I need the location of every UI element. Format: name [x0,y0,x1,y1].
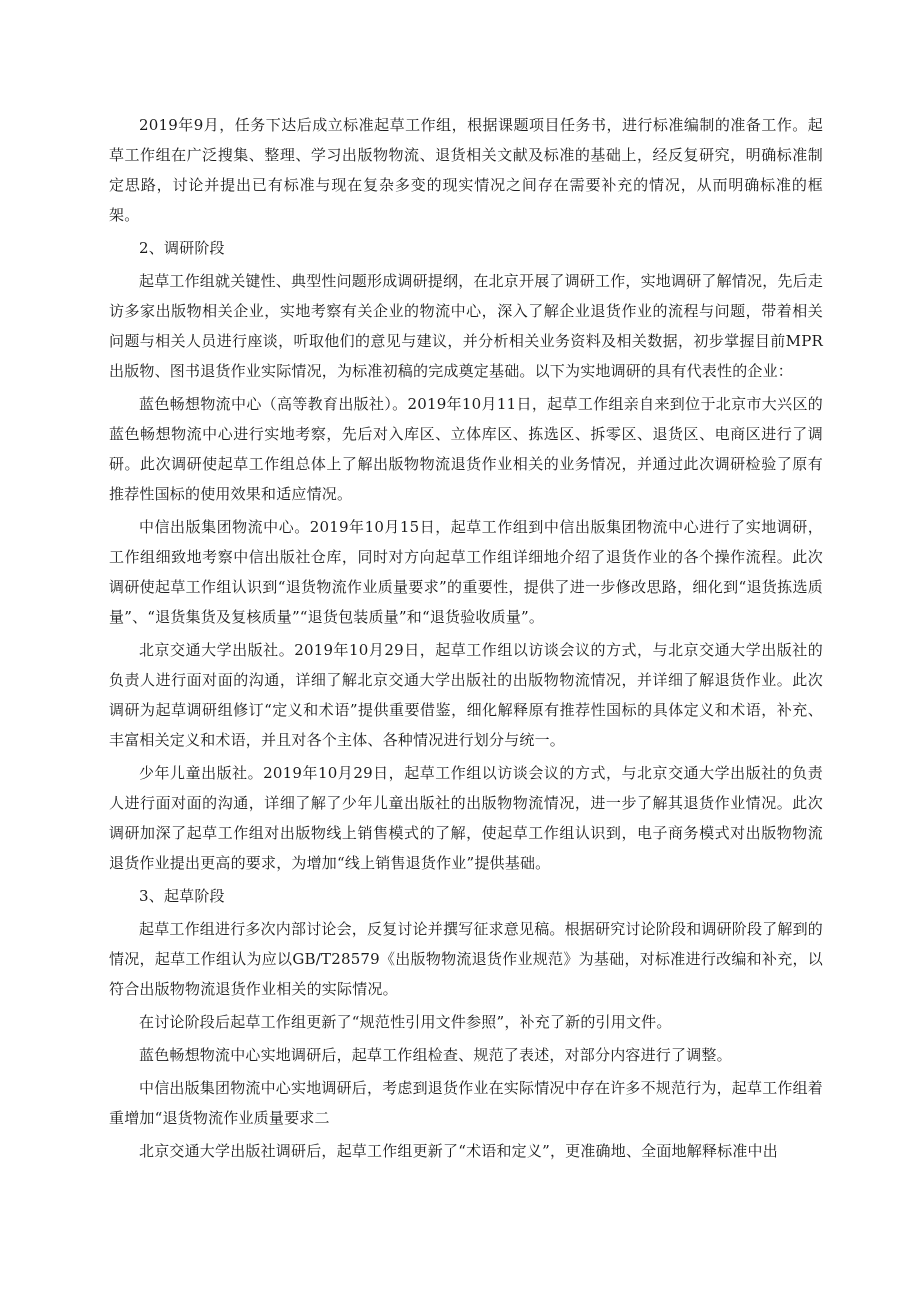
paragraph-preparation: 2019年9月，任务下达后成立标准起草工作组，根据课题项目任务书，进行标准编制的准备工作。起草工作组在广泛搜集、整理、学习出版物物流、退货相关文献及标准的基础上，经反复研究，明确标准制定思路，讨论并提出已有标准与现在复杂多变的现实情况之间存在需要补充的情况，从而明确标准的框架。 [109,116,823,224]
paragraph-juvenile: 少年儿童出版社。2019年10月29日，起草工作组以访谈会议的方式，与北京交通大学出版社的负责人进行面对面的沟通，详细了解了少年儿童出版社的出版物物流情况，进一步了解其退货作业情况。此次调研加深了起草工作组对出版物线上销售模式的了解，使起草工作组认识到，电子商务模式对出版物物流退货作业提出更高的要求，为增加“线上销售退货作业”提供基础。 [109,764,823,872]
paragraph-citic-followup: 中信出版集团物流中心实地调研后，考虑到退货作业在实际情况中存在许多不规范行为，起草工作组着重增加“退货物流作业质量要求二 [109,1079,824,1127]
document-body [109,110,823,1169]
paragraph-blue-vision-followup: 蓝色畅想物流中心实地调研后，起草工作组检查、规范了表述，对部分内容进行了调整。 [139,1046,732,1064]
section-heading-research: 2、调研阶段 [139,239,225,257]
paragraph-bjtu: 北京交通大学出版社。2019年10月29日，起草工作组以访谈会议的方式，与北京交通大学出版社的负责人进行面对面的沟通，详细了解北京交通大学出版社的出版物物流情况，并详细了解退货作业。此次调研为起草调研组修订“定义和术语”提供重要借鉴，细化解释原有推荐性国标的具体定义和术语，补充、丰富相关定义和术语，并且对各个主体、各种情况进行划分与统一。 [109,641,823,749]
paragraph-references-update: 在讨论阶段后起草工作组更新了“规范性引用文件参照”，补充了新的引用文件。 [139,1013,672,1031]
paragraph-research-overview: 起草工作组就关键性、典型性问题形成调研提纲，在北京开展了调研工作，实地调研了解情况，先后走访多家出版物相关企业，实地考察有关企业的物流中心，深入了解企业退货作业的流程与问题，带着相关问题与相关人员进行座谈，听取他们的意见与建议，并分析相关业务资料及相关数据，初步掌握目前MPR出版物、图书退货作业实际情况，为标准初稿的完成奠定基础。以下为实地调研的具有代表性的企业： [109,272,824,380]
paragraph-citic: 中信出版集团物流中心。2019年10月15日，起草工作组到中信出版集团物流中心进行了实地调研，工作组细致地考察中信出版社仓库，同时对方向起草工作组详细地介绍了退货作业的各个操作流程。此次调研使起草工作组认识到“退货物流作业质量要求”的重要性，提供了进一步修改思路，细化到“退货拣选质量”、“退货集货及复核质量”“退货包装质量”和“退货验收质量”。 [109,518,823,626]
paragraph-drafting-overview: 起草工作组进行多次内部讨论会，反复讨论并撰写征求意见稿。根据研究讨论阶段和调研阶段了解到的情况，起草工作组认为应以GB/T28579《出版物物流退货作业规范》为基础，对标准进行改编和补充，以符合出版物物流退货作业相关的实际情况。 [109,920,824,998]
paragraph-bjtu-followup: 北京交通大学出版社调研后，起草工作组更新了“术语和定义”，更准确地、全面地解释标准中出 [139,1142,778,1160]
paragraph-blue-vision: 蓝色畅想物流中心（高等教育出版社）。2019年10月11日，起草工作组亲自来到位于北京市大兴区的蓝色畅想物流中心进行实地考察，先后对入库区、立体库区、拣选区、拆零区、退货区、电商区进行了调研。此次调研使起草工作组总体上了解出版物物流退货作业相关的业务情况，并通过此次调研检验了原有推荐性国标的使用效果和适应情况。 [109,395,823,503]
section-heading-drafting: 3、起草阶段 [139,887,225,905]
